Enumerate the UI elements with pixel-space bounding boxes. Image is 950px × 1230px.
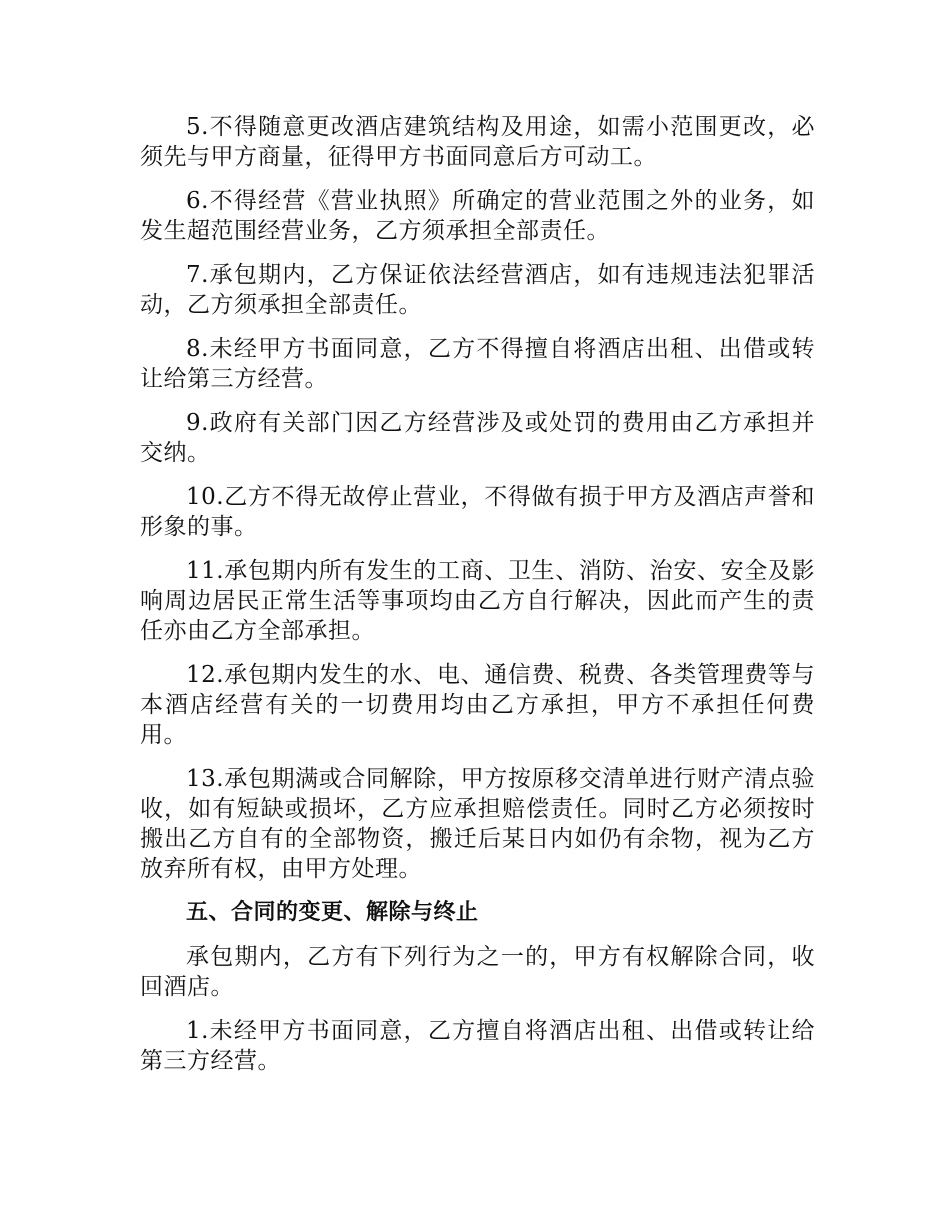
section-heading: 五、合同的变更、解除与终止 — [186, 900, 479, 925]
document-body — [140, 112, 815, 1090]
clause-11: 11.承包期内所有发生的工商、卫生、消防、治安、安全及影响周边居民正常生活等事项均由乙方自行解决，因此而产生的责任亦由乙方全部承担。 — [140, 558, 815, 644]
clause-8: 8.未经甲方书面同意，乙方不得擅自将酒店出租、出借或转让给第三方经营。 — [140, 336, 815, 392]
clause-5: 5.不得随意更改酒店建筑结构及用途，如需小范围更改，必须先与甲方商量，征得甲方书面同意后方可动工。 — [140, 114, 815, 170]
section-intro: 承包期内，乙方有下列行为之一的，甲方有权解除合同，收回酒店。 — [140, 944, 815, 1000]
clause-6: 6.不得经营《营业执照》所确定的营业范围之外的业务，如发生超范围经营业务，乙方须承担全部责任。 — [140, 188, 815, 244]
clause-13: 13.承包期满或合同解除，甲方按原移交清单进行财产清点验收，如有短缺或损坏，乙方应承担赔偿责任。同时乙方必须按时搬出乙方自有的全部物资，搬迁后某日内如仍有余物，视为乙方放弃所有权，由甲方处理。 — [140, 766, 815, 882]
clause-10: 10.乙方不得无故停止营业，不得做有损于甲方及酒店声誉和形象的事。 — [140, 484, 815, 540]
clause-7: 7.承包期内，乙方保证依法经营酒店，如有违规违法犯罪活动，乙方须承担全部责任。 — [140, 262, 815, 318]
clause-12: 12.承包期内发生的水、电、通信费、税费、各类管理费等与本酒店经营有关的一切费用均由乙方承担，甲方不承担任何费用。 — [140, 662, 815, 748]
clause-9: 9.政府有关部门因乙方经营涉及或处罚的费用由乙方承担并交纳。 — [140, 410, 815, 466]
termination-clause-1: 1.未经甲方书面同意，乙方擅自将酒店出租、出借或转让给第三方经营。 — [140, 1018, 815, 1074]
